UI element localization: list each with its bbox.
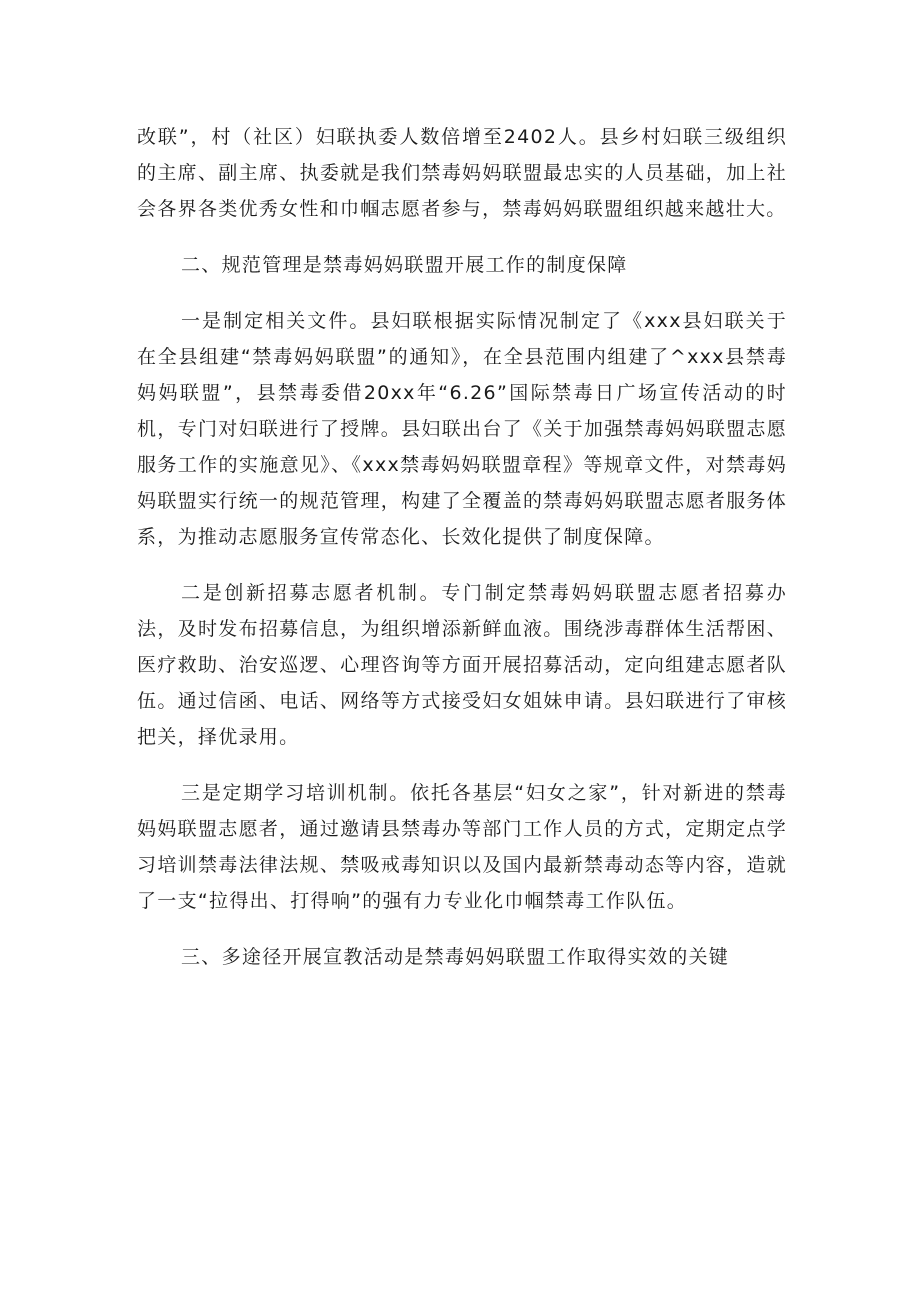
section-heading-publicity: 三、多途径开展宣教活动是禁毒妈妈联盟工作取得实效的关键 — [181, 946, 730, 968]
document-body — [137, 119, 787, 995]
paragraph-recruitment: 二是创新招募志愿者机制。专门制定禁毒妈妈联盟志愿者招募办法，及时发布招募信息，为组织增添新鲜血液。围绕涉毒群体生活帮困、医疗救助、治安巡逻、心理咨询等方面开展招募活动，定向组建志愿者队伍。通过信函、电话、网络等方式接受妇女姐妹申请。县妇联进行了审核把关，择优录用。 — [137, 582, 787, 748]
paragraph-training: 三是定期学习培训机制。依托各基层“妇女之家”，针对新进的禁毒妈妈联盟志愿者，通过邀请县禁毒办等部门工作人员的方式，定期定点学习培训禁毒法律法规、禁吸戒毒知识以及国内最新禁毒动态等内容，造就了一支“拉得出、打得响”的强有力专业化巾帼禁毒工作队伍。 — [137, 782, 787, 912]
paragraph-organization-growth: 改联”，村（社区）妇联执委人数倍增至2402人。县乡村妇联三级组织的主席、副主席、执委就是我们禁毒妈妈联盟最忠实的人员基础，加上社会各界各类优秀女性和巾帼志愿者参与，禁毒妈妈联盟组织越来越壮大。 — [137, 126, 787, 220]
section-heading-management: 二、规范管理是禁毒妈妈联盟开展工作的制度保障 — [181, 254, 628, 276]
paragraph-documents: 一是制定相关文件。县妇联根据实际情况制定了《xxx县妇联关于在全县组建“禁毒妈妈联盟”的通知》，在全县范围内组建了^xxx县禁毒妈妈联盟”，县禁毒委借20xx年“6.26”国际禁毒日广场宣传活动的时机，专门对妇联进行了授牌。县妇联出台了《关于加强禁毒妈妈联盟志愿服务工作的实施意见》、《xxx禁毒妈妈联盟章程》等规章文件，对禁毒妈妈联盟实行统一的规范管理，构建了全覆盖的禁毒妈妈联盟志愿者服务体系，为推动志愿服务宣传常态化、长效化提供了制度保障。 — [137, 310, 787, 548]
